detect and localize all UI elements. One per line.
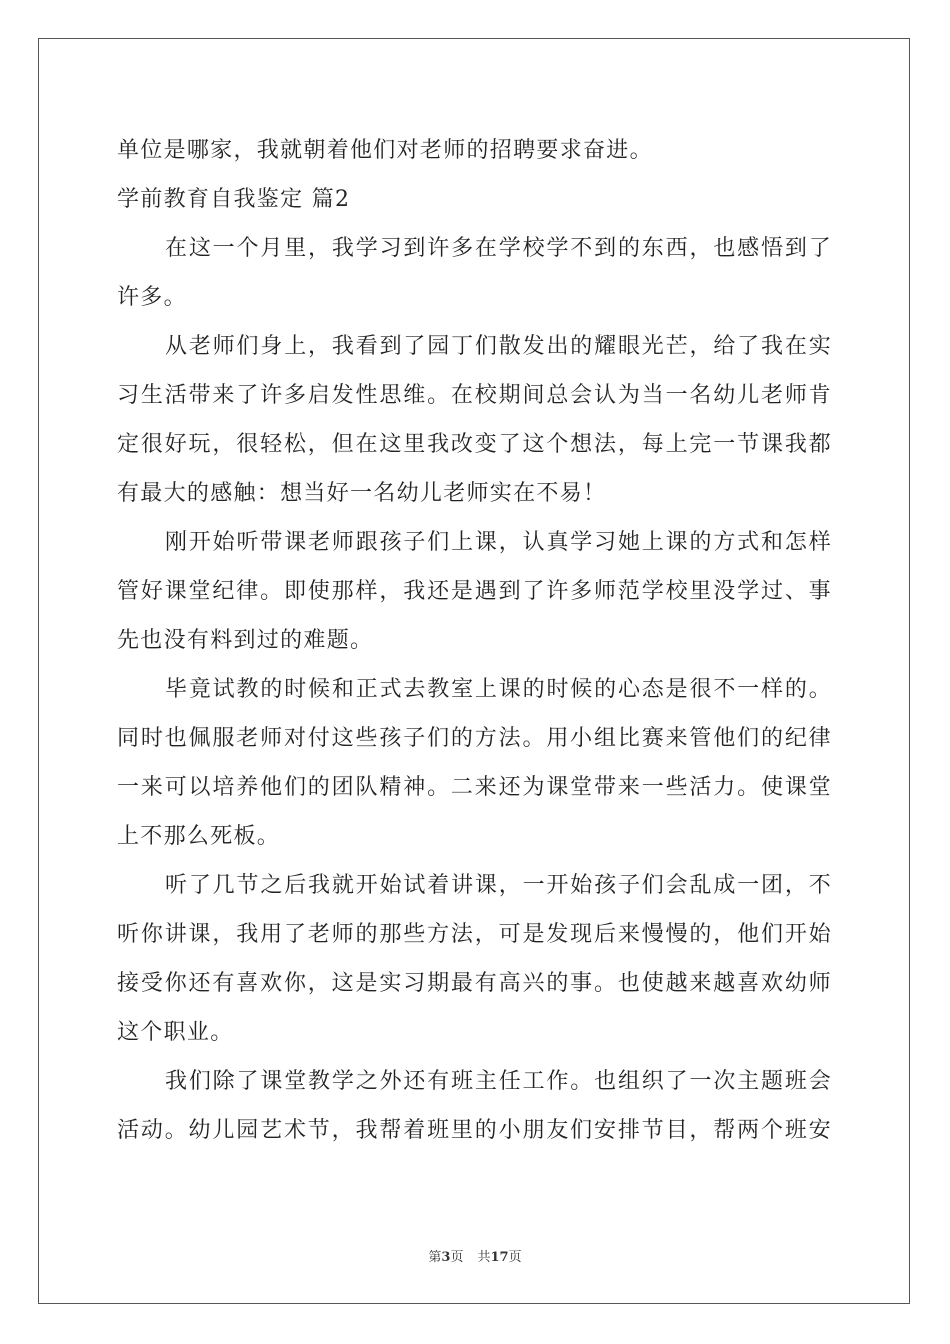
- page-footer: [0, 1246, 950, 1265]
- paragraph-line: 毕竟试教的时候和正式去教室上课的时候的心态是很不一样的。: [165, 677, 832, 702]
- paragraph-line: 单位是哪家，我就朝着他们对老师的招聘要求奋进。: [117, 138, 653, 163]
- paragraph-line: 在这一个月里，我学习到许多在学校学不到的东西，也感悟到了: [165, 236, 832, 261]
- paragraph-line: 我们除了课堂教学之外还有班主任工作。也组织了一次主题班会: [165, 1069, 832, 1094]
- footer-page-suffix: 页: [450, 1250, 464, 1265]
- footer-total-prefix: 共: [477, 1250, 491, 1265]
- paragraph-line: 管好课堂纪律。即使那样，我还是遇到了许多师范学校里没学过、事: [117, 579, 832, 604]
- paragraph-line: 习生活带来了许多启发性思维。在校期间总会认为当一名幼儿老师肯: [117, 383, 832, 408]
- paragraph-line: 听了几节之后我就开始试着讲课，一开始孩子们会乱成一团，不: [165, 873, 832, 898]
- paragraph-line: 一来可以培养他们的团队精神。二来还为课堂带来一些活力。使课堂: [117, 775, 832, 800]
- paragraph-line: 先也没有料到过的难题。: [117, 628, 374, 653]
- paragraph-line: 许多。: [117, 285, 187, 310]
- paragraph-line: 活动。幼儿园艺术节，我帮着班里的小朋友们安排节目，帮两个班安: [117, 1118, 832, 1143]
- paragraph-line: 听你讲课，我用了老师的那些方法，可是发现后来慢慢的，他们开始: [117, 922, 832, 947]
- footer-total-suffix: 页: [508, 1250, 522, 1265]
- footer-total-pages: 17: [490, 1250, 509, 1265]
- paragraph-line: 这个职业。: [117, 1020, 234, 1045]
- section-heading: 学前教育自我鉴定 篇2: [117, 187, 351, 212]
- paragraph-line: 刚开始听带课老师跟孩子们上课，认真学习她上课的方式和怎样: [165, 530, 832, 555]
- paragraph-line: 有最大的感触：想当好一名幼儿老师实在不易！: [117, 481, 607, 506]
- paragraph-line: 定很好玩，很轻松，但在这里我改变了这个想法，每上完一节课我都: [117, 432, 832, 457]
- paragraph-line: 从老师们身上，我看到了园丁们散发出的耀眼光芒，给了我在实: [165, 334, 832, 359]
- document-body: [117, 126, 832, 1155]
- paragraph-line: 同时也佩服老师对付这些孩子们的方法。用小组比赛来管他们的纪律: [117, 726, 832, 751]
- footer-page-prefix: 第: [428, 1250, 442, 1265]
- paragraph-line: 上不那么死板。: [117, 824, 281, 849]
- footer-page-number: 3: [441, 1250, 451, 1265]
- paragraph-line: 接受你还有喜欢你，这是实习期最有高兴的事。也使越来越喜欢幼师: [117, 971, 832, 996]
